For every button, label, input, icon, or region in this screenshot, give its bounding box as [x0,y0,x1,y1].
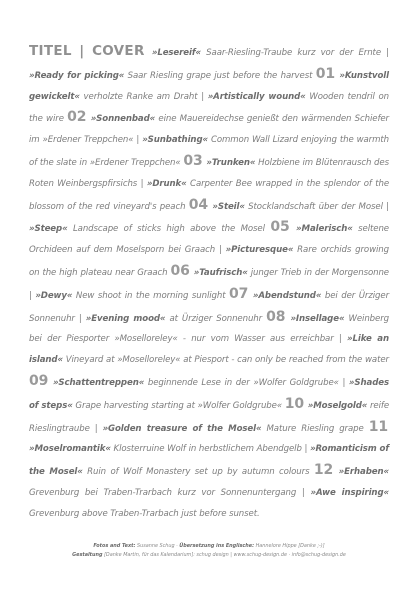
english-term: »Romanticism of the Mosel« [29,444,389,478]
german-term: »Insellage« [290,313,345,324]
english-term: »Awe inspiring« [310,487,389,498]
english-term: »Artistically wound« [207,91,306,102]
english-caption: Saar Riesling grape just before the harvest [124,70,313,81]
german-caption: Klosterruine Wolf in herbstlichem Abendgelb [110,444,302,455]
separator: | [338,377,349,388]
translation-value: Hannelore Hippe [Danke ;-)] [254,543,325,549]
english-caption: New shoot in the morning sunlight [72,290,226,301]
page-title: TITEL | COVER [29,43,145,59]
english-caption: Carpenter Bee wrapped in the splendor of the blossom of the red vineyard's peach [29,178,390,212]
german-caption: Saar-Riesling-Traube kurz vor der Ernte [201,48,382,58]
german-term: »Trunken« [206,157,256,168]
german-term: »Lesereif« [151,48,201,58]
entry-number: 09 [29,372,49,389]
entry-number: 06 [170,262,190,279]
english-caption: Landscape of sticks high above the Mosel [67,224,265,235]
english-caption: Mature Riesling grape [261,423,364,434]
german-caption: Holzbiene im Blütenrausch des Roten Weinbergspfirsichs [29,157,389,189]
photo-caption-block [29,41,389,525]
separator: | [197,91,208,102]
english-term: »Dewy« [35,290,73,301]
separator: | [301,444,311,455]
design-value: [Danke Martin, für das Kalendarium]: schug design | www.schug-design.de · info@schug-design.de [102,552,346,558]
entry-number: 11 [368,418,388,435]
english-term: »Picturesque« [225,245,294,256]
english-term: »Evening mood« [85,313,166,324]
entry-number: 04 [188,196,209,213]
entry-number: 08 [266,308,286,325]
german-term: »Taufrisch« [193,267,248,278]
german-term: »Kunstvoll gewickelt« [29,70,389,102]
german-caption: verholzte Ranke am Draht [79,91,198,102]
english-term: »Drunk« [146,178,187,189]
english-term: »Steep« [29,224,68,235]
photos-value: Susanne Schug · [135,543,180,549]
english-caption: Rare orchids growing on the high plateau near Graach [29,245,390,278]
german-caption: Stocklandschaft über der Mosel [244,201,383,212]
entry-number: 07 [229,285,249,302]
english-caption: Vineyard at »Moselloreley« at Piesport - can only be reached from the water [62,355,389,366]
entry-number: 02 [67,109,87,126]
german-term: »Moselgold« [307,400,368,411]
german-caption: Grevenburg bei Traben-Trarbach kurz vor Sonnenuntergang [29,487,297,498]
separator: | [74,313,86,324]
german-caption: junger Trieb in der Morgensonne [247,267,389,278]
separator: | [215,245,226,256]
design-label: Gestaltung [72,552,103,558]
entry-number: 03 [183,152,203,169]
separator: | [89,423,103,434]
separator: | [381,48,389,58]
separator: | [29,290,36,301]
german-caption: eine Mauereidechse genießt den wärmenden Schiefer im »Erdener Treppchen« [29,114,389,146]
german-term: »Erhaben« [338,467,389,478]
separator: | [296,487,311,498]
entry-number: 01 [315,65,335,82]
english-term: »Sunbathing« [142,135,208,146]
german-term: »Moselromantik« [29,444,111,455]
entry-number: 12 [313,462,334,479]
separator: | [133,135,143,146]
german-term: »Malerisch« [296,224,353,235]
english-term: »Golden treasure of the Mosel« [102,423,262,434]
english-term: »Ready for picking« [29,70,125,81]
translation-label: Übersetzung ins Englische: [179,543,255,549]
german-caption: seltene Orchideen auf dem Moselsporn bei Graach [29,224,389,256]
german-term: »Schattentreppen« [52,377,145,388]
german-term: »Steil« [212,201,245,212]
separator: | [333,334,347,345]
german-caption: bei der Ürziger Sonnenuhr [29,290,389,324]
english-caption: Wooden tendril on the wire [29,91,389,125]
separator: | [382,201,389,212]
german-term: »Abendstund« [252,290,322,301]
english-caption: Grevenburg above Traben-Trarbach just before sunset. [29,508,260,519]
german-caption: beginnende Lese in der »Wolfer Goldgrube« [144,377,339,388]
entry-number: 10 [284,395,305,412]
english-caption: Common Wall Lizard enjoying the warmth of the slate in »Erdener Treppchen« [29,135,390,168]
credits-line-1 [29,542,389,551]
english-caption: at Ürziger Sonnenuhr [165,313,263,324]
separator: | [137,178,147,189]
german-term: »Sonnenbad« [90,114,156,125]
german-caption: reife Rieslingtraube [29,400,390,434]
english-term: »Like an island« [29,334,389,366]
english-caption: Grape harvesting starting at »Wolfer Goldgrube« [72,400,283,411]
credits-line-2 [29,551,389,560]
entry-number: 05 [270,219,290,236]
english-term: »Shades of steps« [29,377,389,411]
photos-label: Fotos and Text: [93,543,136,549]
english-caption: Ruin of Wolf Monastery set up by autumn colours [82,467,310,478]
german-caption: Weinberg bei der Piesporter »Moselloreley« - nur vom Wasser aus erreichbar [29,313,390,345]
